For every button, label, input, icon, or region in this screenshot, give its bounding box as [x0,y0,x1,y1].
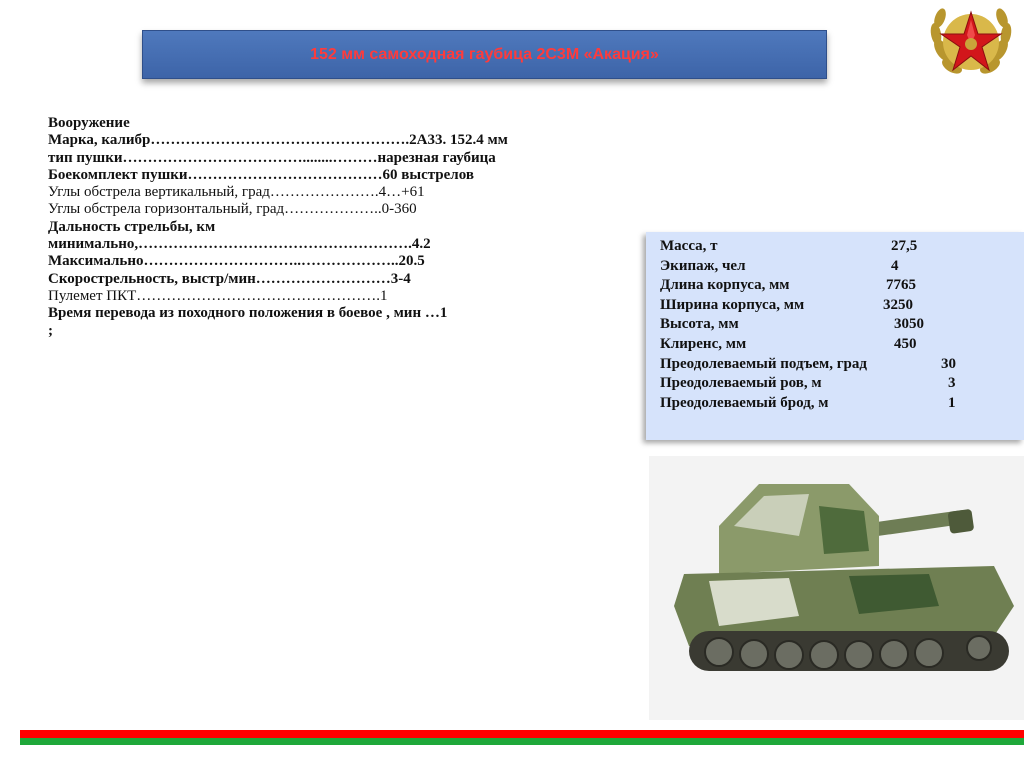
armament-line: Время перевода из походного положения в боевое , мин …1 [48,305,448,322]
armament-line: Марка, калибр…………………………………………….2А33. 152.4 мм [48,132,508,149]
spec-value: 4 [891,257,899,274]
spec-value: 3250 [883,296,913,313]
armament-line: Вооружение [48,115,130,131]
armament-line: Углы обстрела горизонтальный, град………………..0-360 [48,201,417,218]
armament-line: минимально,……………………………………………….4.2 [48,236,431,253]
spec-label: Клиренс, мм [660,336,747,352]
vehicle-specs-box [646,232,1024,440]
armament-line: ; [48,322,53,339]
armament-line: Углы обстрела вертикальный, град………………….4…+61 [48,184,425,201]
spec-value: 450 [894,336,917,352]
spec-label: Ширина корпуса, мм [660,296,805,313]
armament-line: Скорострельность, выстр/мин………………………3-4 [48,270,411,287]
title-bar [142,30,827,79]
spec-value: 27,5 [891,238,918,254]
armament-specs [48,115,648,340]
spec-label: Масса, т [660,238,718,254]
spec-label: Длина корпуса, мм [660,277,790,294]
spec-label: Преодолеваемый ров, м [660,375,822,392]
armament-line: Боекомплект пушки…………………………………60 выстрелов [48,166,474,183]
armament-line: Пулемет ПКТ………………………………………….1 [48,287,388,304]
slide-title: 152 мм самоходная гаубица 2С3М «Акация» [310,45,659,63]
howitzer-photo [649,456,1024,720]
self-propelled-howitzer-image [649,456,1024,720]
spec-value: 7765 [886,277,916,294]
spec-value: 1 [948,394,956,411]
armament-line: Дальность стрельбы, км [48,218,216,235]
armament-line: тип пушки………………………………........………нарезная гаубица [48,149,496,166]
spec-value: 3050 [894,316,924,333]
spec-label: Преодолеваемый брод, м [660,394,829,411]
armament-line: Максимально…………………………..………………..20.5 [48,253,425,270]
bottom-stripe-red [20,730,1024,738]
spec-label: Высота, мм [660,316,739,333]
bottom-stripe-green [20,738,1024,745]
spec-value: 30 [941,355,956,372]
spec-label: Экипаж, чел [660,257,746,274]
spec-label: Преодолеваемый подъем, град [660,355,867,372]
spec-value: 3 [948,375,956,392]
red-star-emblem-icon [918,0,1024,90]
